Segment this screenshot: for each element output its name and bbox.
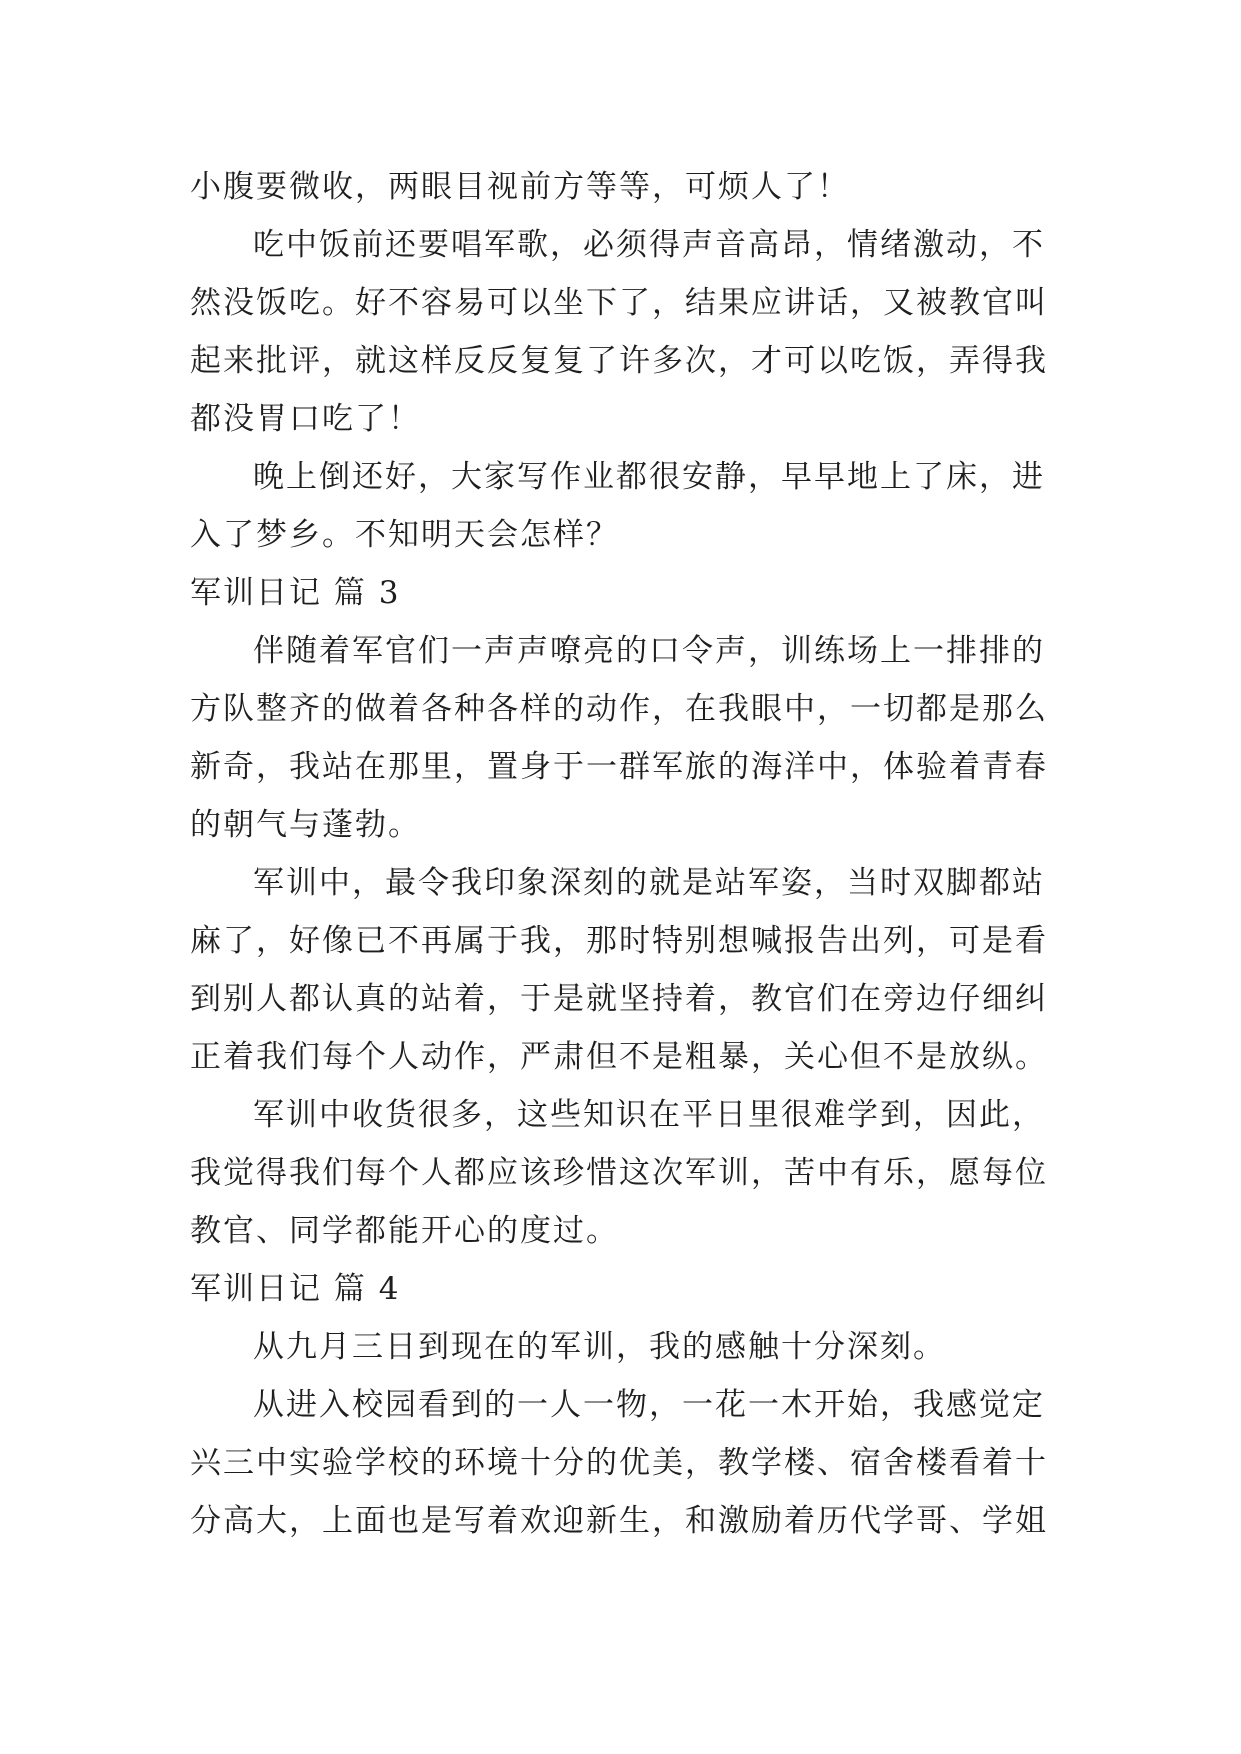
text-line: 我觉得我们每个人都应该珍惜这次军训，苦中有乐，愿每位	[190, 1155, 1048, 1191]
text-line: 吃中饭前还要唱军歌，必须得声音高昂，情绪激动，不	[253, 227, 1045, 263]
text-line: 晚上倒还好，大家写作业都很安静，早早地上了床，进	[253, 459, 1045, 495]
text-line: 伴随着军官们一声声嘹亮的口令声，训练场上一排排的	[253, 633, 1045, 669]
text-line: 麻了，好像已不再属于我，那时特别想喊报告出列，可是看	[190, 923, 1048, 959]
text-line: 分高大，上面也是写着欢迎新生，和激励着历代学哥、学姐	[190, 1503, 1048, 1539]
text-line: 从进入校园看到的一人一物，一花一木开始，我感觉定	[253, 1387, 1045, 1423]
text-line: 到别人都认真的站着，于是就坚持着，教官们在旁边仔细纠	[190, 981, 1048, 1017]
text-line: 教官、同学都能开心的度过。	[190, 1213, 619, 1249]
text-line: 从九月三日到现在的军训，我的感触十分深刻。	[253, 1329, 946, 1365]
text-line: 然没饭吃。好不容易可以坐下了，结果应讲话，又被教官叫	[190, 285, 1048, 321]
text-line: 方队整齐的做着各种各样的动作，在我眼中，一切都是那么	[190, 691, 1048, 727]
text-line: 小腹要微收，两眼目视前方等等，可烦人了！	[190, 169, 850, 205]
text-line: 起来批评，就这样反反复复了许多次，才可以吃饭，弄得我	[190, 343, 1048, 379]
text-line: 新奇，我站在那里，置身于一群军旅的海洋中，体验着青春	[190, 749, 1048, 785]
text-line: 都没胃口吃了！	[190, 401, 421, 437]
text-line: 入了梦乡。不知明天会怎样？	[190, 517, 619, 553]
text-line: 军训中，最令我印象深刻的就是站军姿，当时双脚都站	[253, 865, 1045, 901]
text-line: 的朝气与蓬勃。	[190, 807, 421, 843]
section-heading: 军训日记 篇 3	[190, 575, 401, 611]
text-line: 军训中收货很多，这些知识在平日里很难学到，因此，	[253, 1097, 1045, 1133]
text-line: 兴三中实验学校的环境十分的优美，教学楼、宿舍楼看着十	[190, 1445, 1048, 1481]
section-heading: 军训日记 篇 4	[190, 1271, 401, 1307]
text-line: 正着我们每个人动作，严肃但不是粗暴，关心但不是放纵。	[190, 1039, 1048, 1075]
document-body	[190, 158, 1070, 1550]
